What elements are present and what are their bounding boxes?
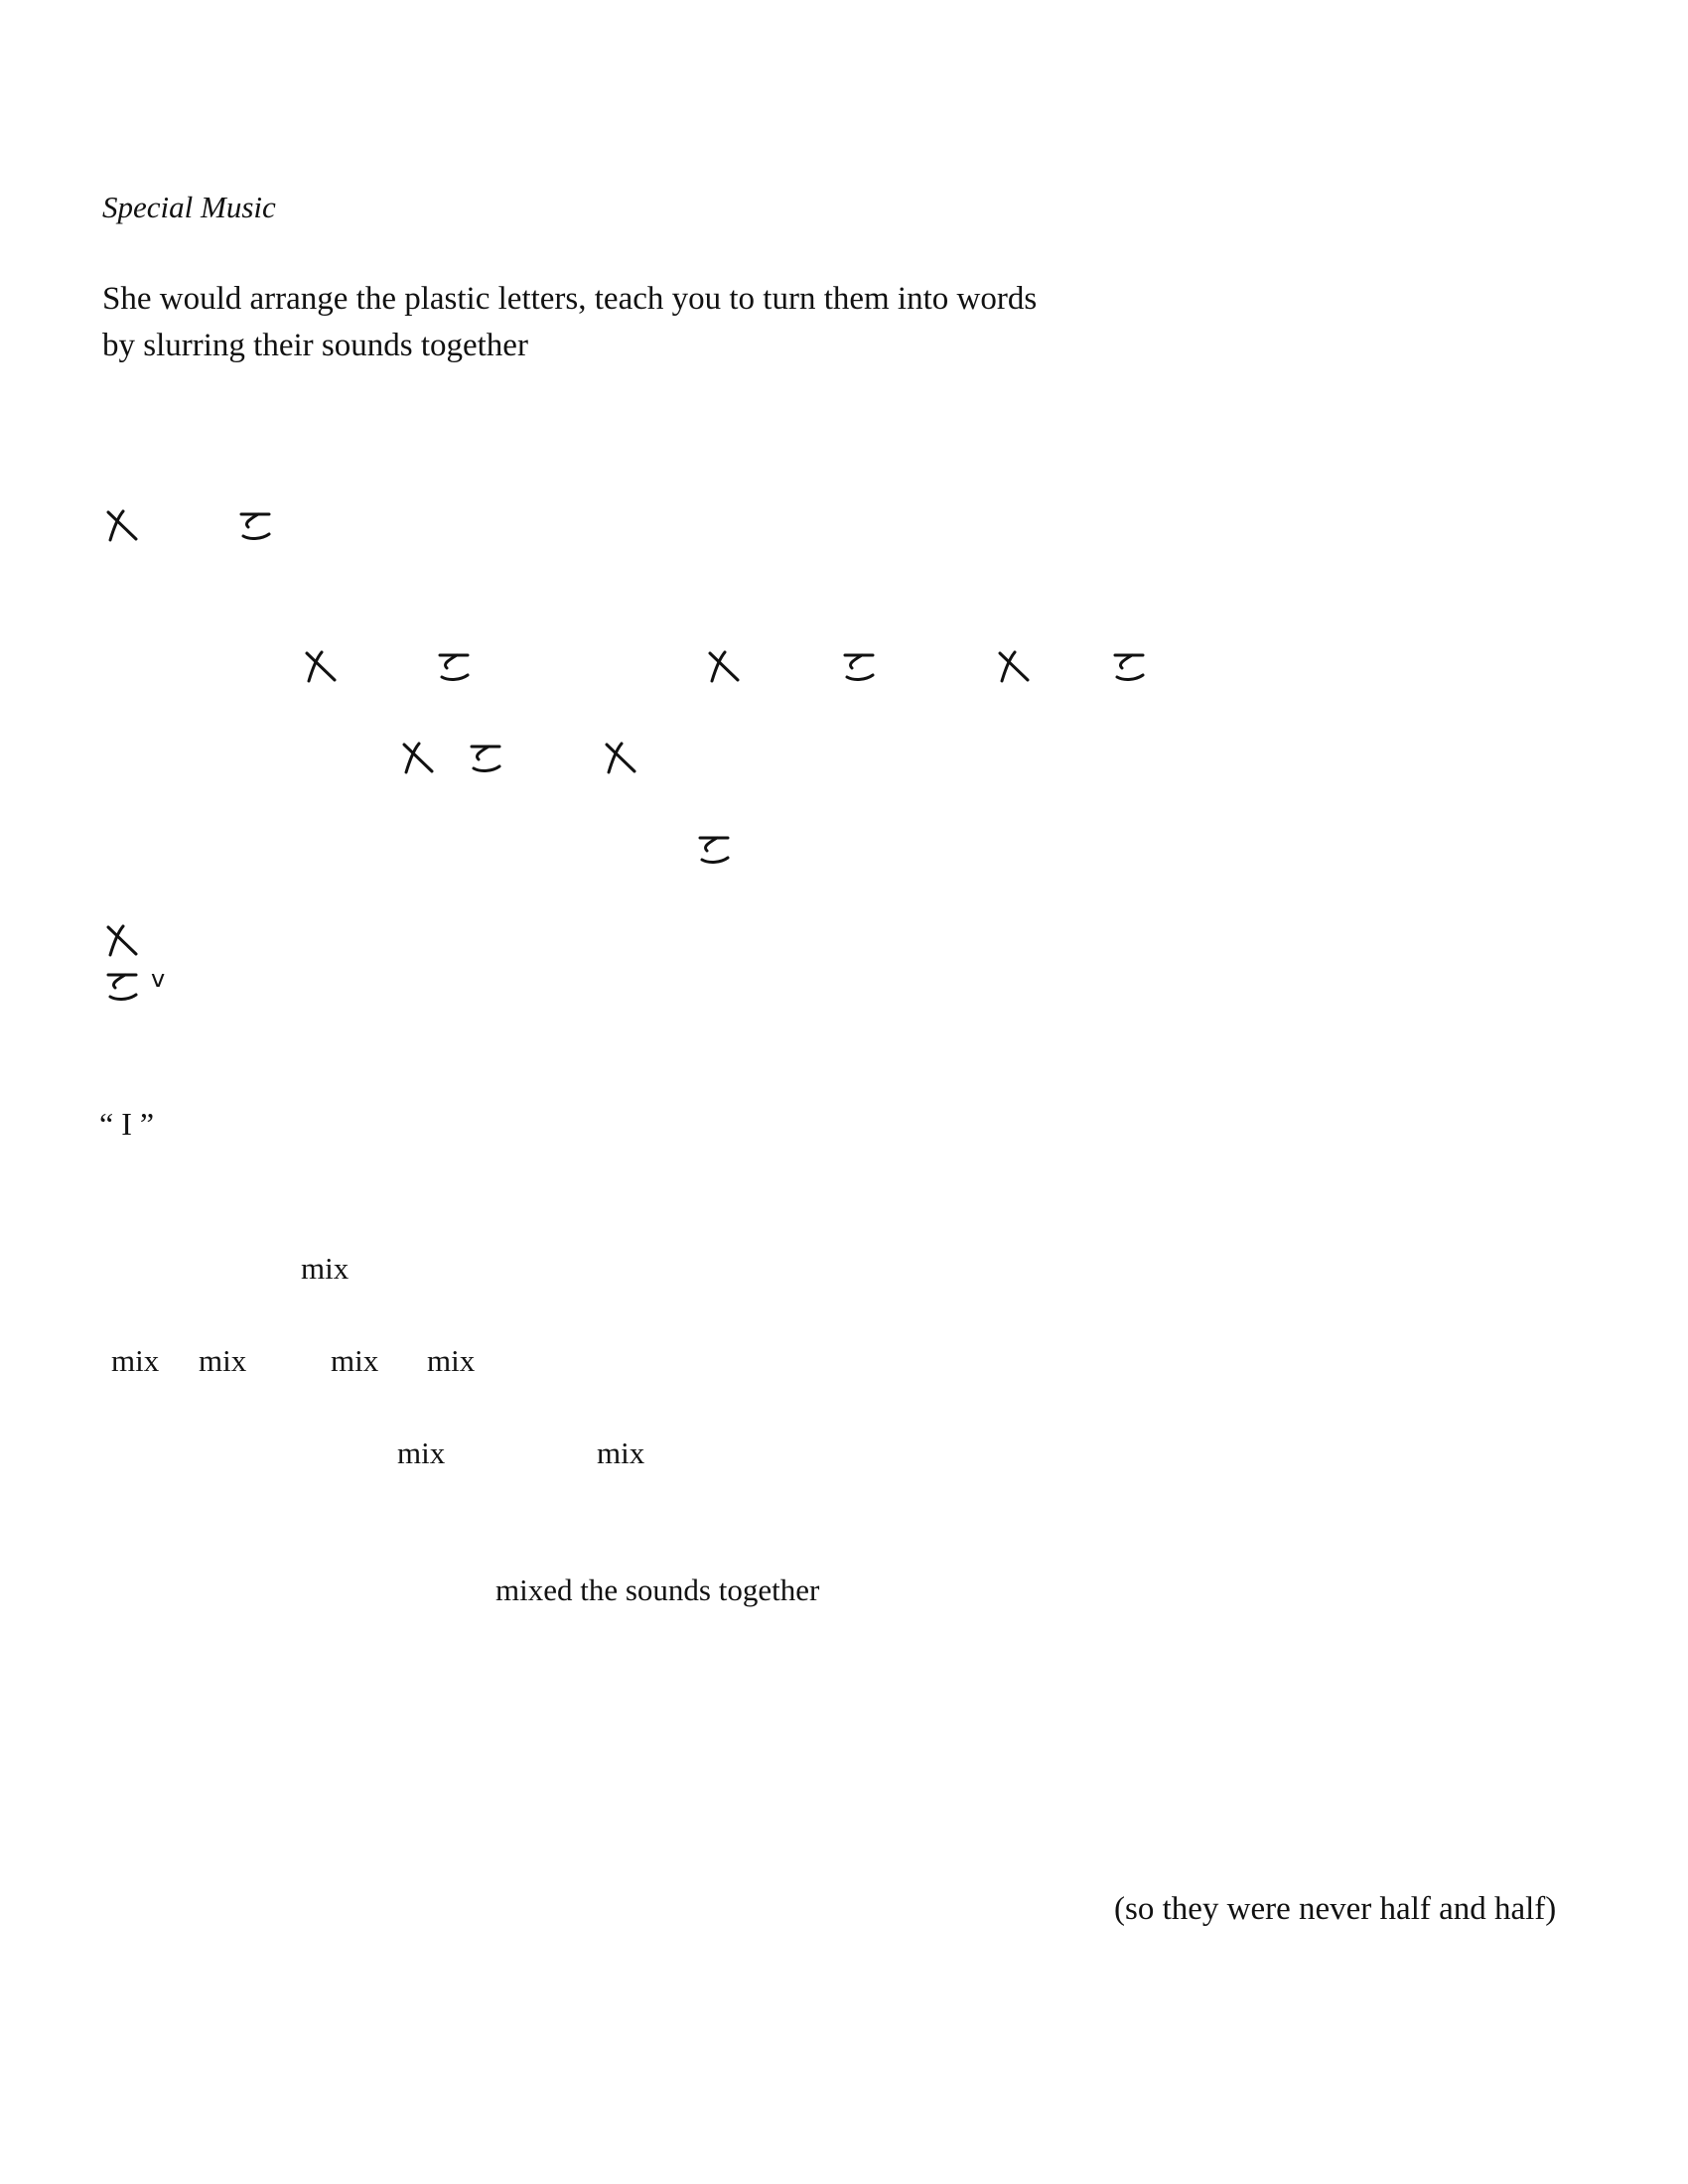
letter-x-glyph	[105, 923, 139, 957]
letter-tainka-glyph	[437, 649, 471, 683]
small-mark: v	[151, 965, 166, 993]
letter-tainka-glyph	[238, 508, 272, 542]
closing-line: (so they were never half and half)	[1114, 1891, 1557, 1927]
mix-word: mix	[301, 1251, 350, 1286]
letter-tainka-glyph	[1112, 649, 1146, 683]
intro-line-2: by slurring their sounds together	[102, 328, 528, 363]
letter-x-glyph	[401, 741, 435, 774]
intro-line-1: She would arrange the plastic letters, teach you to turn them into words	[102, 281, 1038, 317]
mix-word: mix	[199, 1343, 247, 1378]
poem-title: Special Music	[102, 190, 276, 224]
letter-tainka-glyph	[697, 832, 731, 866]
letter-tainka-glyph	[105, 969, 139, 1003]
mix-word: mix	[597, 1435, 645, 1470]
mix-word: mix	[111, 1343, 160, 1378]
letter-tainka-glyph	[842, 649, 876, 683]
letter-x-glyph	[105, 508, 139, 542]
letter-tainka-glyph	[469, 741, 502, 774]
letter-x-glyph	[707, 649, 741, 683]
mix-word: mix	[331, 1343, 379, 1378]
mix-word: mix	[397, 1435, 446, 1470]
letter-x-glyph	[604, 741, 637, 774]
letter-x-glyph	[997, 649, 1031, 683]
mixed-line: mixed the sounds together	[495, 1572, 820, 1607]
mix-word: mix	[427, 1343, 476, 1378]
letter-x-glyph	[304, 649, 338, 683]
quoted-i: “ I ”	[99, 1106, 155, 1142]
